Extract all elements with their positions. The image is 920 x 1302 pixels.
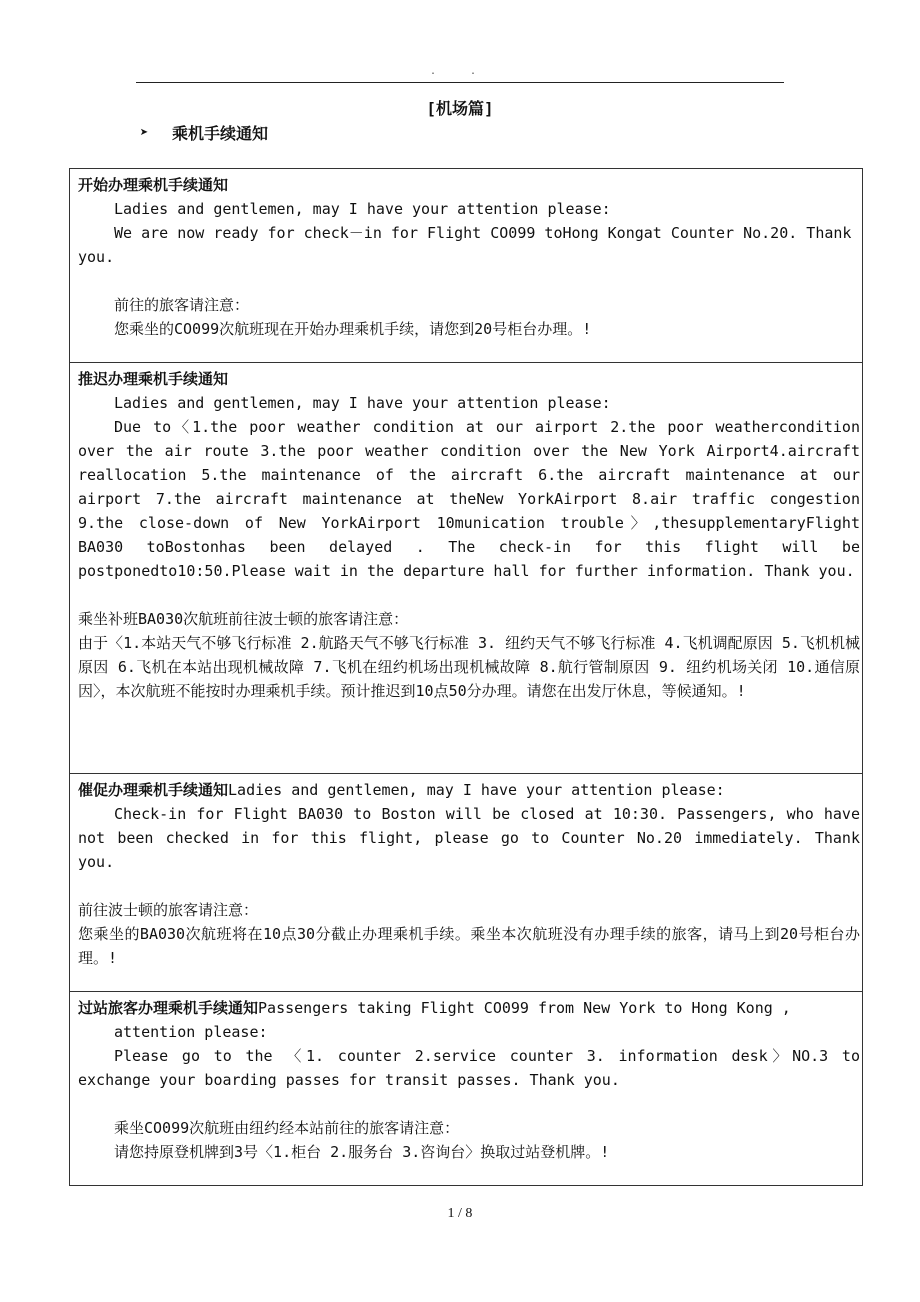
notice-row-transit bbox=[70, 992, 863, 1186]
notice-cell bbox=[70, 992, 863, 1186]
notice-zh-body: 请您持原登机牌到3号〈1.柜台 2.服务台 3.咨询台〉换取过站登机牌。! bbox=[114, 1143, 610, 1161]
notice-heading: 开始办理乘机手续通知 bbox=[78, 176, 229, 194]
subsection-label: 乘机手续通知 bbox=[172, 124, 269, 143]
notice-en-body: We are now ready for check－in for Flight CO099 toHong Kongat Counter No.20. Thank you. bbox=[78, 224, 852, 266]
notice-heading: 催促办理乘机手续通知 bbox=[78, 781, 229, 799]
spacer bbox=[78, 583, 860, 607]
notice-row-urge bbox=[70, 774, 863, 992]
notice-cell bbox=[70, 169, 863, 363]
header-dots: . . bbox=[429, 66, 491, 77]
notice-cell bbox=[70, 774, 863, 992]
notice-heading-line bbox=[78, 996, 860, 1044]
notice-zh-greeting: 乘坐CO099次航班由纽约经本站前往的旅客请注意： bbox=[114, 1119, 460, 1137]
notice-en-greeting: Passengers taking Flight CO099 from New York to Hong Kong , attention please: bbox=[114, 999, 791, 1041]
notice-zh-body: 您乘坐的CO099次航班现在开始办理乘机手续，请您到20号柜台办理。! bbox=[114, 320, 592, 338]
notices-table bbox=[69, 168, 863, 1186]
notice-zh-greeting: 乘坐补班BA030次航班前往波士顿的旅客请注意： bbox=[78, 610, 409, 628]
notice-heading: 推迟办理乘机手续通知 bbox=[78, 370, 229, 388]
notice-en-greeting: Ladies and gentlemen, may I have your attention please: bbox=[114, 394, 611, 412]
notice-en-body: Please go to the 〈1. counter 2.service counter 3. information desk〉NO.3 to exchange your boarding passes for transit passes. Thank you. bbox=[78, 1047, 860, 1089]
spacer bbox=[78, 874, 860, 898]
spacer bbox=[78, 269, 860, 293]
notice-en-body: Check-in for Flight BA030 to Boston will be closed at 10:30. Passengers, who have not been checked in for this flight, please go to Counter No.20 immediately. Thank you. bbox=[78, 805, 860, 871]
notice-heading-line bbox=[78, 778, 860, 802]
section-title: [机场篇] bbox=[426, 99, 494, 118]
subsection-heading bbox=[140, 121, 268, 144]
notice-zh-body: 您乘坐的BA030次航班将在10点30分截止办理乘机手续。乘坐本次航班没有办理手续的旅客，请马上到20号柜台办理。! bbox=[78, 925, 860, 967]
arrow-bullet-icon: ➤ bbox=[140, 124, 149, 141]
notice-en-greeting: Ladies and gentlemen, may I have your attention please: bbox=[114, 200, 611, 218]
notice-zh-body: 由于〈1.本站天气不够飞行标准 2.航路天气不够飞行标准 3. 纽约天气不够飞行标准 4.飞机调配原因 5.飞机机械原因 6.飞机在本站出现机械故障 7.飞机在纽约机场出现机械故障 8.航行管制原因 9. 纽约机场关闭 10.通信原因〉，本次航班不能按时办理乘机手续。预计推迟到10点50分办理。请您在出发厅休息，等候通知。! bbox=[78, 634, 860, 700]
spacer bbox=[78, 1092, 860, 1116]
notice-row-start bbox=[70, 169, 863, 363]
notice-heading: 过站旅客办理乘机手续通知 bbox=[78, 999, 259, 1017]
notice-en-greeting: Ladies and gentlemen, may I have your attention please: bbox=[228, 781, 725, 799]
header-rule bbox=[136, 82, 784, 83]
notice-zh-greeting: 前往的旅客请注意： bbox=[114, 296, 250, 314]
page-number: 1 / 8 bbox=[447, 1206, 473, 1221]
notice-zh-greeting: 前往波士顿的旅客请注意： bbox=[78, 901, 259, 919]
notice-row-delay bbox=[70, 363, 863, 774]
notice-cell bbox=[70, 363, 863, 774]
notice-en-body: Due to〈1.the poor weather condition at our airport 2.the poor weathercondition over the air route 3.the poor weather condition over the New York Airport4.aircraft reallocation 5.the maintenance of the aircraft 6.the aircraft maintenance at our airport 7.the aircraft maintenance at theNew YorkAirport 8.air traffic congestion 9.the close-down of New YorkAirport 10munication trouble〉,thesupplementaryFlight BA030 toBostonhas been delayed . The check-in for this flight will be postponedto10:50.Please wait in the departure hall for further information. Thank you. bbox=[78, 418, 860, 580]
